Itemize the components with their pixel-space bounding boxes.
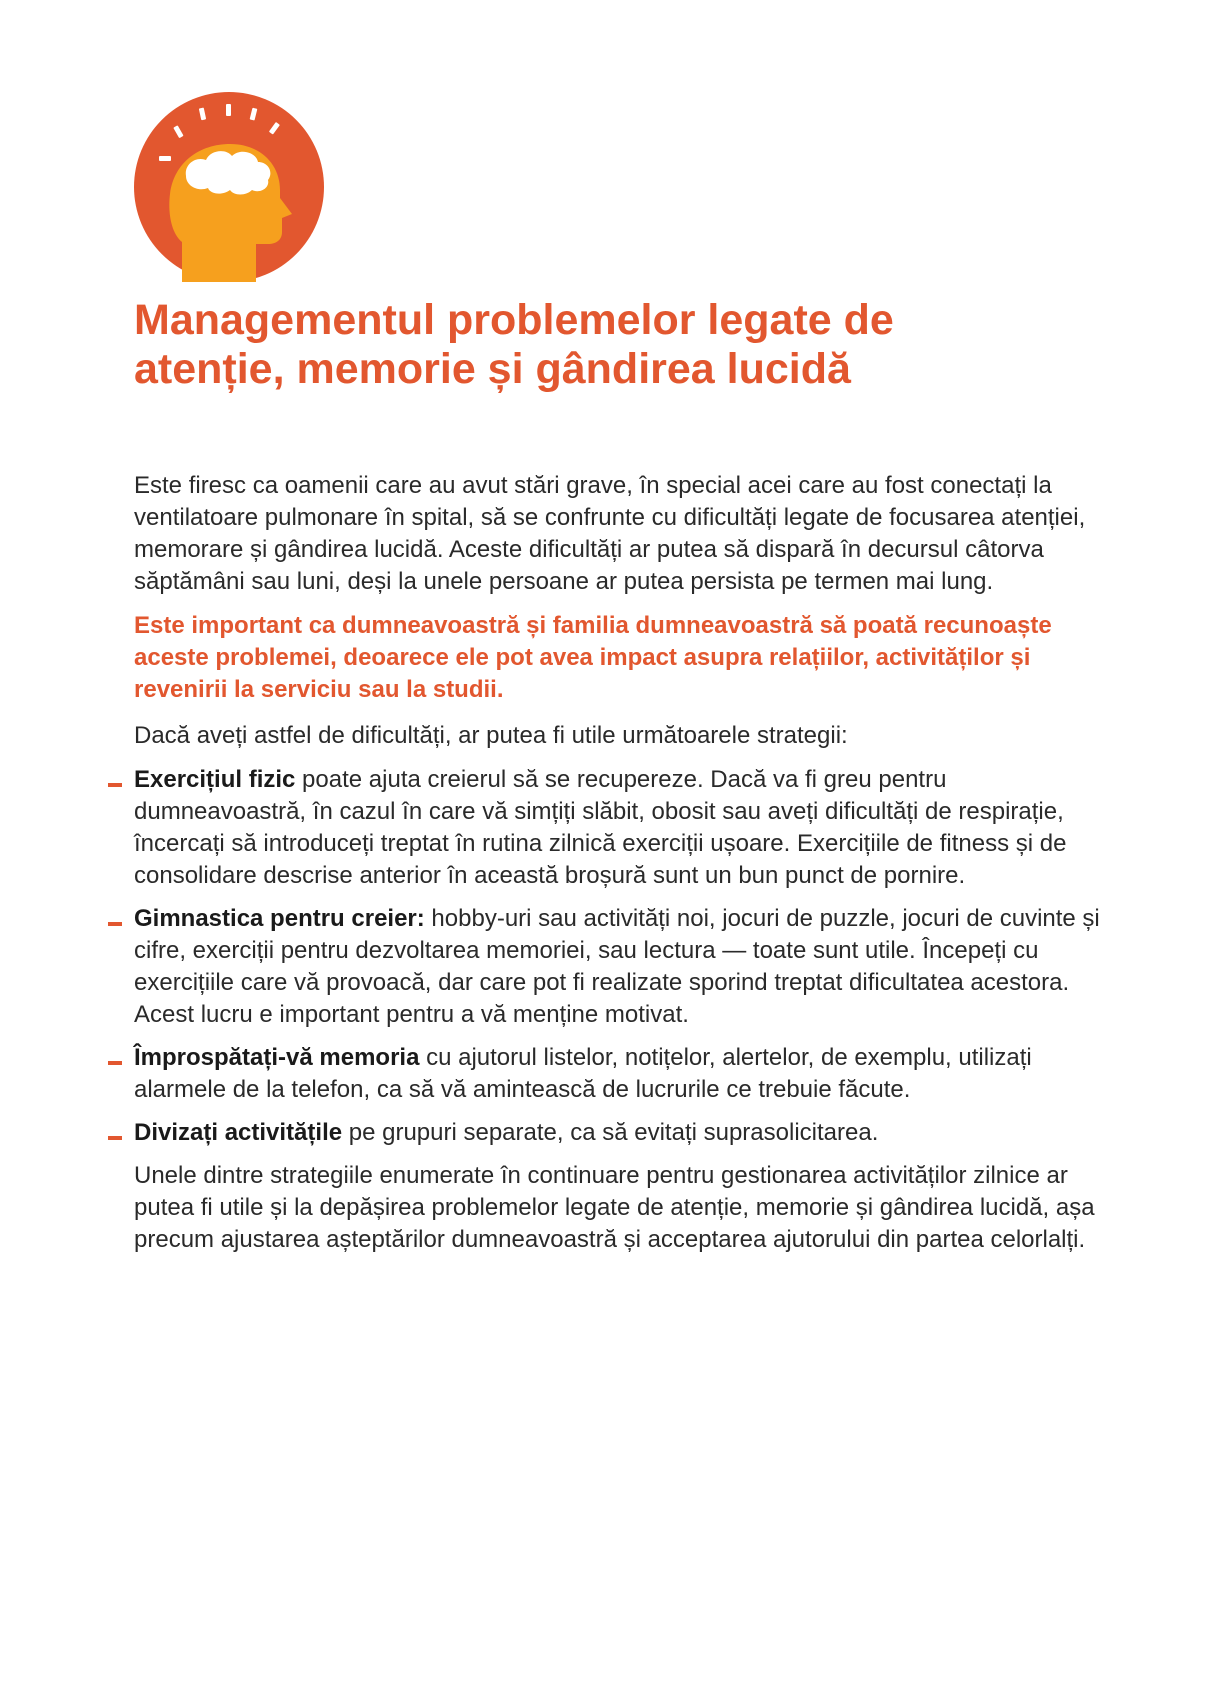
page-title <box>134 296 1094 394</box>
strategy-title: Exercițiul fizic <box>134 766 296 793</box>
strategy-title: Gimnastica pentru creier: <box>134 905 425 932</box>
closing-paragraph: Unele dintre strategiile enumerate în continuare pentru gestionarea activităților zilnice ar putea fi utile și la depășirea problemelor legate de atenție, memorie și gândirea lucidă, așa precum ajustarea așteptărilor dumneavoastră și acceptarea ajutorului din partea celorlalți. <box>134 1162 1095 1253</box>
strategy-item <box>134 1042 1104 1106</box>
strategy-item <box>134 903 1104 1031</box>
main-content <box>134 470 1104 1268</box>
strategy-title: Împrospătați-vă memoria <box>134 1044 420 1071</box>
intro-paragraph: Este firesc ca oamenii care au avut stări grave, în special acei care au fost conectați la ventilatoare pulmonare în spital, să se confrunte cu dificultăți legate de focusarea atenției, memorare și gândirea lucidă. Aceste dificultăți ar putea să dispară în decursul câtorva săptămâni sau luni, deși la unele persoane ar putea persista pe termen mai lung. <box>134 472 1086 595</box>
head-with-brain-icon <box>134 92 324 282</box>
strategy-title: Divizați activitățile <box>134 1119 343 1146</box>
title-line-1: Managementul problemelor legate de <box>134 296 894 344</box>
strategy-text: poate ajuta creierul să se recupereze. Dacă va fi greu pentru dumneavoastră, în cazul în care vă simțiți slăbit, obosit sau aveți dificultăți de respirație, încercați să introduceți treptat în rutina zilnică exerciții ușoare. Exercițiile de fitness și de consolidare descrise anterior în această broșură sunt un bun punct de pornire. <box>134 766 1067 889</box>
strategy-item <box>134 1117 1104 1149</box>
bullet-dash-icon <box>108 1136 122 1140</box>
strategy-item <box>134 764 1104 892</box>
bullet-dash-icon <box>108 922 122 926</box>
strategies-intro: Dacă aveți astfel de dificultăți, ar putea fi utile următoarele strategii: <box>134 722 848 749</box>
strategy-text: cu ajutorul listelor, notițelor, alertelor, de exemplu, utilizați alarmele de la telefon, ca să vă amintească de lucrurile ce trebuie făcute. <box>134 1044 1032 1103</box>
strategy-list <box>134 764 1104 1149</box>
strategy-text: hobby-uri sau activități noi, jocuri de puzzle, jocuri de cuvinte și cifre, exerciții pentru dezvoltarea memoriei, sau lectura — toate sunt utile. Începeți cu exercițiile care vă provoacă, dar care pot fi realizate sporind treptat dificultatea acestora. Acest lucru e important pentru a vă menține motivat. <box>134 905 1100 1028</box>
strategy-text: pe grupuri separate, ca să evitați suprasolicitarea. <box>342 1119 879 1146</box>
bullet-dash-icon <box>108 783 122 787</box>
highlight-paragraph: Este important ca dumneavoastră și familia dumneavoastră să poată recunoaște aceste problemei, deoarece ele pot avea impact asupra relațiilor, activităților și revenirii la serviciu sau la studii. <box>134 612 1052 703</box>
title-line-2: atenție, memorie și gândirea lucidă <box>134 345 851 393</box>
bullet-dash-icon <box>108 1061 122 1065</box>
